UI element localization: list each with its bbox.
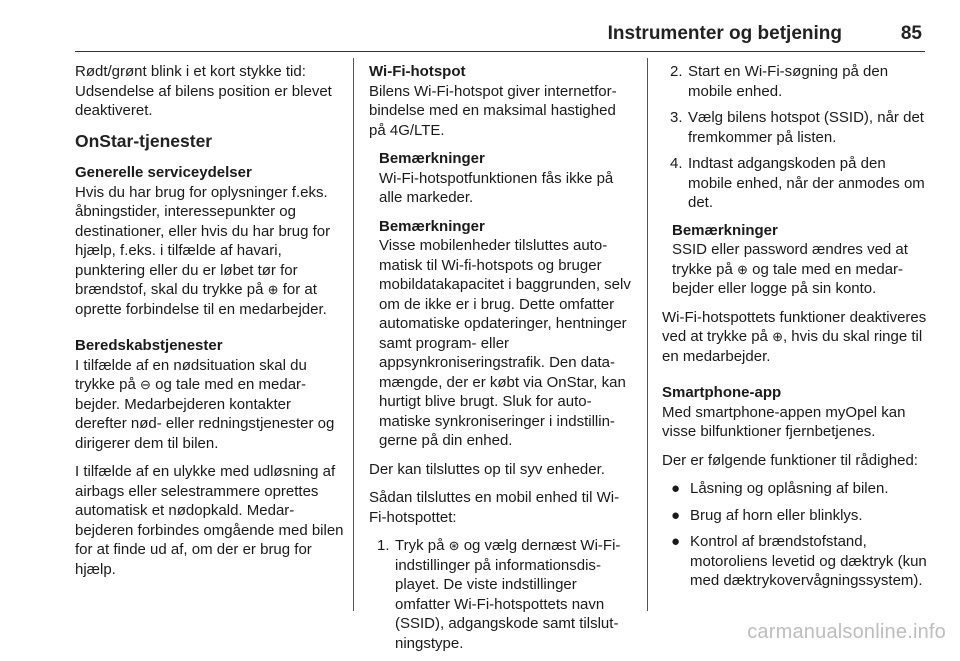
emergency-button-icon: ⊖: [140, 377, 151, 392]
note-box: [379, 149, 634, 451]
page-title: Instrumenter og betjening: [607, 23, 842, 44]
onstar-button-icon: ⊕: [737, 261, 748, 277]
bullet-icon: ●: [671, 480, 681, 497]
steps-list: [369, 536, 634, 653]
watermark: carmanualsonline.info: [747, 621, 946, 643]
column-divider: [647, 58, 648, 611]
subheading-general: Generelle serviceydelser: [75, 164, 252, 181]
devices-text: Der kan tilsluttes op til syv enheder.: [369, 460, 605, 478]
list-item: 3. Vælg bilens hotspot (SSID), når det fremkommer på listen.: [670, 109, 924, 146]
hotspot-text: Bilens Wi-Fi-hotspot giver internetforbindelse med en maksimal hastighed på 4G/LTE.: [369, 82, 617, 139]
airbag-text: I tilfælde af en ulykke med udløsning af airbags eller selestrammere oprettes automatisk et nødopkald. Medarbejderen forbindes omgående med bilen for at finde ud af, om der er brug for hjælp.: [75, 463, 344, 578]
functions-list: [662, 479, 930, 591]
onstar-button-icon: ⊕: [267, 282, 279, 297]
deactivate-text: Wi-Fi-hotspottets funktioner deaktiveres ved at trykke på ⊕, hvis du skal ringe til en medarbejder.: [662, 308, 927, 365]
note-text: Wi-Fi-hotspotfunktionen fås ikke på alle markeder.: [379, 169, 614, 206]
note-text: Visse mobilenheder tilsluttes automatisk til Wi-fi-hotspots og bruger mobildatakapacitet i baggrunden, selv om de ikke er i brug. Dette omfatter automatiske opdateringer, hentninger samt program- eller appsynkroniseringstrafik. Den datamængde, der er købt via OnStar, kan hurtigt blive brugt. Sluk for automatiske synkroniseringer i indstillingerne på din enhed.: [379, 237, 631, 449]
functions-intro: Der er følgende funktioner til rådighed:: [662, 451, 918, 469]
page-header: [0, 0, 960, 52]
bullet-icon: ●: [671, 506, 681, 524]
list-item: 4. Indtast adgangskoden på den mobile enhed, når der anmodes om det.: [670, 155, 925, 211]
onstar-button-icon: ⊕: [772, 329, 783, 344]
list-item: 1. Tryk på ⊛ og vælg dernæst Wi-Fi-indstillinger på informationsdisplayet. De viste indstillinger omfatter Wi-Fi-hotspottets navn (SSID), adgangskode samt tilslutningstype.: [377, 537, 621, 652]
section-heading: OnStar-tjenester: [75, 130, 213, 151]
wifi-button-icon: ⊛: [448, 538, 460, 553]
column-divider: [353, 58, 354, 611]
intro-text: Rødt/grønt blink i et kort stykke tid: Udsendelse af bilens position er blevet deaktiveret.: [75, 63, 332, 119]
list-item: ● Kontrol af brændstofstand, motoroliens levetid og dæktryk (kun med dæktrykovervågningssystem).: [671, 533, 927, 589]
list-item: 2. Start en Wi-Fi-søgning på den mobile enhed.: [670, 63, 889, 100]
list-item: ● Låsning og oplåsning af bilen.: [671, 480, 889, 497]
column-1: [75, 62, 345, 588]
note-title: Bemærkninger: [379, 217, 485, 235]
note-text: SSID eller password ændres ved at trykke på ⊕ og tale med en medarbejder eller logge på sin konto.: [672, 241, 908, 297]
emergency-text: I tilfælde af en nødsituation skal du trykke på ⊖ og tale med en medarbejder. Medarbejderen kontakter derefter nød- eller redningstjenester og dirigerer dem til bilen.: [75, 356, 335, 452]
note-title: Bemærkninger: [672, 221, 778, 239]
header-rule: [75, 51, 925, 52]
app-text: Med smartphone-appen myOpel kan visse bilfunktioner fjernbetjenes.: [662, 403, 906, 440]
subheading-emergency: Beredskabstjenester: [75, 337, 223, 354]
subheading-app: Smartphone-app: [662, 384, 782, 401]
note-box: [672, 221, 930, 299]
column-2: [369, 62, 634, 661]
subheading-hotspot: Wi-Fi-hotspot: [369, 63, 466, 80]
page-number: 85: [900, 23, 922, 44]
general-text: Hvis du har brug for oplysninger f.eks. åbningstider, interessepunkter og destinationer, eller hvis du har brug for hjælp, f.eks. i tilfælde af havari, punktering eller du er løbet tør for brændstof, skal du trykke på ⊕ for at oprette forbindelse til en medarbejder.: [75, 183, 331, 318]
note-title: Bemærkninger: [379, 150, 485, 167]
connect-intro: Sådan tilsluttes en mobil enhed til Wi-Fi-hotspottet:: [369, 489, 620, 526]
column-3: [662, 62, 930, 599]
list-item: ● Brug af horn eller blinklys.: [671, 506, 863, 524]
steps-list: [662, 62, 930, 213]
bullet-icon: ●: [671, 533, 681, 550]
